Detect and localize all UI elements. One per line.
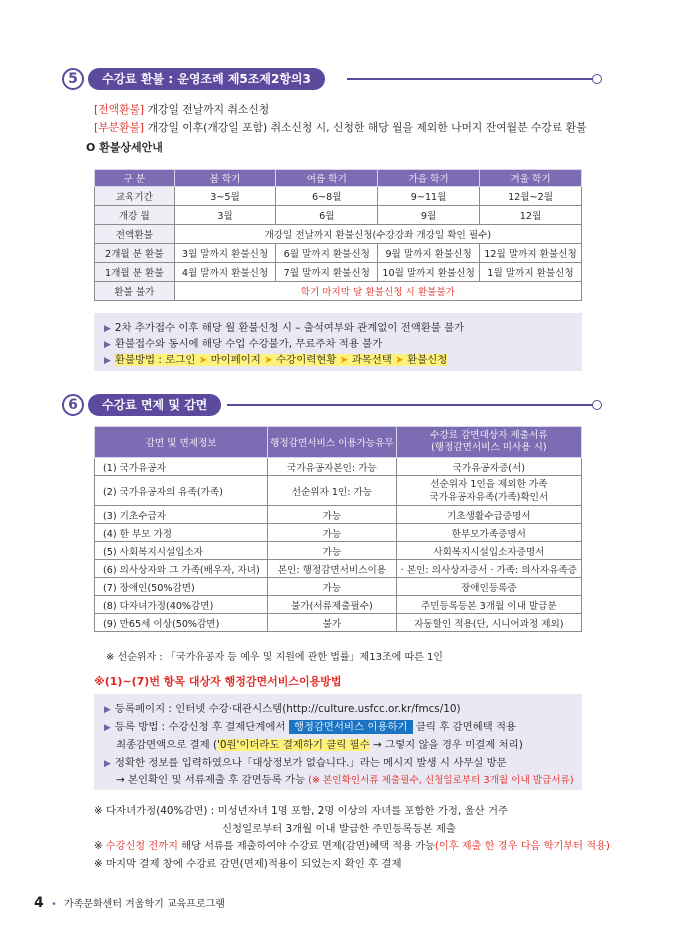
table-cell: 4월 말까지 환불신청 <box>174 263 276 282</box>
note-text: 등록 방법 : 수강신청 후 결제단계에서 <box>114 721 289 733</box>
section-title: 수강료 환불 : 운영조례 제5조제2항의3 <box>88 68 325 90</box>
table-row <box>95 542 582 560</box>
note-text: → 본인확인 및 서류제출 후 감면등록 가능 <box>116 774 306 786</box>
note-text: 클릭 후 감면혜택 적용 <box>412 721 517 733</box>
step-select: 과목선택 <box>348 354 396 366</box>
table-cell: 1월 말까지 환불신청 <box>480 263 582 282</box>
table-header: 봄 학기 <box>174 170 276 187</box>
table-cell: 6~8월 <box>276 187 378 206</box>
row-label: 교육기간 <box>95 187 175 206</box>
divider-dot <box>592 74 602 84</box>
arrow-right-icon: ➤ <box>264 354 273 366</box>
table-cell: (1) 국가유공자 <box>95 458 268 476</box>
table-cell: 학기 마지막 달 환불신청 시 환불불가 <box>174 282 581 301</box>
table-cell: 9월 말까지 환불신청 <box>378 244 480 263</box>
triangle-bullet-icon: ▶ <box>104 723 111 733</box>
full-refund-line <box>94 102 269 117</box>
header-line: (행정감면서비스 미사용 시) <box>431 442 547 453</box>
table-header: 행정감면서비스 이용가능유무 <box>268 427 397 458</box>
refund-method-line <box>104 351 447 366</box>
table-row <box>95 282 582 301</box>
step-login: 환불방법 : 로그인 <box>114 354 199 366</box>
divider-dot <box>592 400 602 410</box>
cell-line: 선순위자 1인을 제외한 가족 <box>430 478 548 490</box>
table-header: 겨울 학기 <box>480 170 582 187</box>
section-number: 5 <box>62 68 84 90</box>
table-cell: 12월 말까지 환불신청 <box>480 244 582 263</box>
refund-table <box>94 169 582 301</box>
row-label: 개강 월 <box>95 206 175 225</box>
table-cell: 7월 말까지 환불신청 <box>276 263 378 282</box>
triangle-bullet-icon: ▶ <box>104 356 111 366</box>
table-cell: 9월 <box>378 206 480 225</box>
table-header: 여름 학기 <box>276 170 378 187</box>
note-text: → 그렇지 않을 경우 미결제 처리) <box>369 739 523 751</box>
table-cell: 불가 <box>268 614 397 632</box>
table-cell: 3월 말까지 환불신청 <box>174 244 276 263</box>
table-cell: 6월 말까지 환불신청 <box>276 244 378 263</box>
arrow-right-icon: ➤ <box>339 354 349 366</box>
note-text: 최종감면액으로 결제 ( <box>116 739 217 751</box>
table-row <box>95 596 582 614</box>
table-row <box>95 614 582 632</box>
row-label: 2개월 분 환불 <box>95 244 175 263</box>
admin-service-button-label: 행정감면서비스 이용하기 <box>289 720 413 734</box>
note-text: 정확한 정보를 입력하였으나「대상정보가 없습니다.」라는 메시지 발생 시 사무실 방문 <box>114 757 507 769</box>
cell-line: 국가유공자유족(가족)확인서 <box>429 491 549 503</box>
row-label: 환불 불가 <box>95 282 175 301</box>
note-multichild-cont: 신청일로부터 3개월 이내 발급한 주민등록등본 제출 <box>222 823 456 835</box>
table-cell: 국가유공자본인: 가능 <box>268 458 397 476</box>
table-cell: 국가유공자증(서) <box>396 458 581 476</box>
table-cell: 개강일 전날까지 환불신청(수강강좌 개강일 확인 필수) <box>174 225 581 244</box>
partial-refund-text: 개강일 이후(개강일 포함) 취소신청 시, 신청한 해당 월을 제외한 나머지 잔여월분 수강료 환불 <box>144 121 587 134</box>
page-footer <box>34 895 225 911</box>
note-text: 해당 서류를 제출하여야 수강료 면제(감면)혜택 적용 가능 <box>177 841 435 852</box>
table-header: 가을 학기 <box>378 170 480 187</box>
red-note-text: (이후 제출 한 경우 다음 학기부터 적용) <box>434 841 610 852</box>
section-6-header <box>62 394 602 420</box>
note-line <box>104 700 461 715</box>
table-cell: 장애인등록증 <box>396 578 581 596</box>
table-cell: 가능 <box>268 542 397 560</box>
table-cell: (7) 장애인(50%감면) <box>95 578 268 596</box>
note-line <box>116 736 523 751</box>
note-line <box>116 771 574 786</box>
note-text: 2차 추가접수 이후 해당 월 환불신청 시 – 출석여부와 관계없이 전액환불 불가 <box>114 322 465 334</box>
red-note-text: (※ 본인확인서류 제출필수, 신청일로부터 3개월 이내 발급서류) <box>305 775 574 786</box>
row-label: 전액환불 <box>95 225 175 244</box>
header-line: 수강료 감면대상자 제출서류 <box>430 430 548 441</box>
table-header: 구 분 <box>95 170 175 187</box>
red-heading: ※(1)~(7)번 항목 대상자 행정감면서비스이용방법 <box>94 675 342 688</box>
table-cell: 12월~2월 <box>480 187 582 206</box>
section-number: 6 <box>62 394 84 416</box>
table-cell: 기초생활수급증명서 <box>396 506 581 524</box>
highlight-text: '0원'이더라도 결제하기 클릭 필수 <box>217 739 370 751</box>
table-cell: 불가(서류제출필수) <box>268 596 397 614</box>
table-cell <box>396 476 581 506</box>
section-5-header <box>62 68 602 94</box>
full-refund-tag: [전액환불] <box>94 103 145 116</box>
note-line <box>104 754 507 769</box>
refund-method-text <box>115 354 447 366</box>
footer-bullet: • <box>50 899 57 910</box>
table-header <box>396 427 581 458</box>
table-cell: 12월 <box>480 206 582 225</box>
refund-detail-heading: O 환불상세안내 <box>86 141 163 154</box>
table-cell: (8) 다자녀가정(40%감면) <box>95 596 268 614</box>
table-cell: (6) 의사상자와 그 가족(배우자, 자녀) <box>95 560 268 578</box>
arrow-right-icon: ➤ <box>198 354 208 366</box>
table-header: 감면 및 면제정보 <box>95 427 268 458</box>
table-row <box>95 506 582 524</box>
footnote: ※ 선순위자 : 「국가유공자 등 예우 및 지원에 관한 법률」제13조에 따른 1인 <box>106 652 443 663</box>
table-cell: · 본인: 의사상자증서 · 가족: 의사자유족증 <box>396 560 581 578</box>
note-deadline <box>94 837 610 852</box>
step-mypage: 마이페이지 <box>207 354 265 366</box>
table-cell: 3월 <box>174 206 276 225</box>
note-line <box>104 718 516 733</box>
note-text: ※ <box>94 841 106 852</box>
note-multichild: ※ 다자녀가정(40%감면) : 미성년자녀 1명 포함, 2명 이상의 자녀를 포함한 가정, 울산 거주 <box>94 805 509 817</box>
table-cell: 가능 <box>268 506 397 524</box>
step-refund: 환불신청 <box>403 354 448 366</box>
admin-service-box <box>94 694 582 790</box>
table-cell: 9~11월 <box>378 187 480 206</box>
table-cell: 자동할인 적용(단, 시니어과정 제외) <box>396 614 581 632</box>
table-row <box>95 225 582 244</box>
table-cell: 가능 <box>268 578 397 596</box>
table-cell: 본인: 행정감면서비스이용 <box>268 560 397 578</box>
table-cell: 6월 <box>276 206 378 225</box>
note-confirm: ※ 마지막 결제 창에 수강료 감면(면제)적용이 되었는지 확인 후 결제 <box>94 858 402 870</box>
divider-line <box>227 404 594 406</box>
table-row <box>95 206 582 225</box>
triangle-bullet-icon: ▶ <box>104 324 111 334</box>
table-row <box>95 476 582 506</box>
table-cell: 사회복지시설입소자증명서 <box>396 542 581 560</box>
triangle-bullet-icon: ▶ <box>104 705 111 715</box>
table-cell: (5) 사회복지시설입소자 <box>95 542 268 560</box>
table-cell: 주민등록등본 3개월 이내 발급분 <box>396 596 581 614</box>
table-row <box>95 187 582 206</box>
table-cell: 선순위자 1인: 가능 <box>268 476 397 506</box>
registration-page-text: 등록페이지 : 인터넷 수강·대관시스템(http://culture.usfcc.or.kr/fmcs/10) <box>114 703 461 715</box>
table-row <box>95 578 582 596</box>
table-row <box>95 524 582 542</box>
divider-line <box>347 78 594 80</box>
table-cell: 한부모가족증명서 <box>396 524 581 542</box>
table-cell: 가능 <box>268 524 397 542</box>
arrow-right-icon: ➤ <box>395 354 404 366</box>
refund-notes-box <box>94 313 582 371</box>
table-row <box>95 458 582 476</box>
partial-refund-tag: [부분환불] <box>94 121 145 134</box>
row-label: 1개월 분 환불 <box>95 263 175 282</box>
table-cell: (4) 한 부모 가정 <box>95 524 268 542</box>
section-title: 수강료 면제 및 감면 <box>88 394 221 416</box>
red-note-text: 수강신청 전까지 <box>105 841 178 852</box>
exemption-table <box>94 426 582 632</box>
table-row <box>95 560 582 578</box>
note-text: 환불접수와 동시에 해당 수업 수강불가, 무료주차 적용 불가 <box>114 338 383 350</box>
table-cell: 10월 말까지 환불신청 <box>378 263 480 282</box>
table-cell: 3~5월 <box>174 187 276 206</box>
triangle-bullet-icon: ▶ <box>104 340 111 350</box>
table-cell: (2) 국가유공자의 유족(가족) <box>95 476 268 506</box>
page-number: 4 <box>34 895 44 911</box>
note-line <box>104 335 382 350</box>
step-history: 수강이력현황 <box>272 354 340 366</box>
partial-refund-line <box>94 120 587 135</box>
footer-text: 가족문화센터 겨울학기 교육프로그램 <box>64 899 225 910</box>
table-cell: (9) 만65세 이상(50%감면) <box>95 614 268 632</box>
table-row <box>95 244 582 263</box>
table-row <box>95 263 582 282</box>
note-line <box>104 319 464 334</box>
triangle-bullet-icon: ▶ <box>104 759 111 769</box>
table-cell: (3) 기초수급자 <box>95 506 268 524</box>
full-refund-text: 개강일 전날까지 취소신청 <box>144 103 270 116</box>
